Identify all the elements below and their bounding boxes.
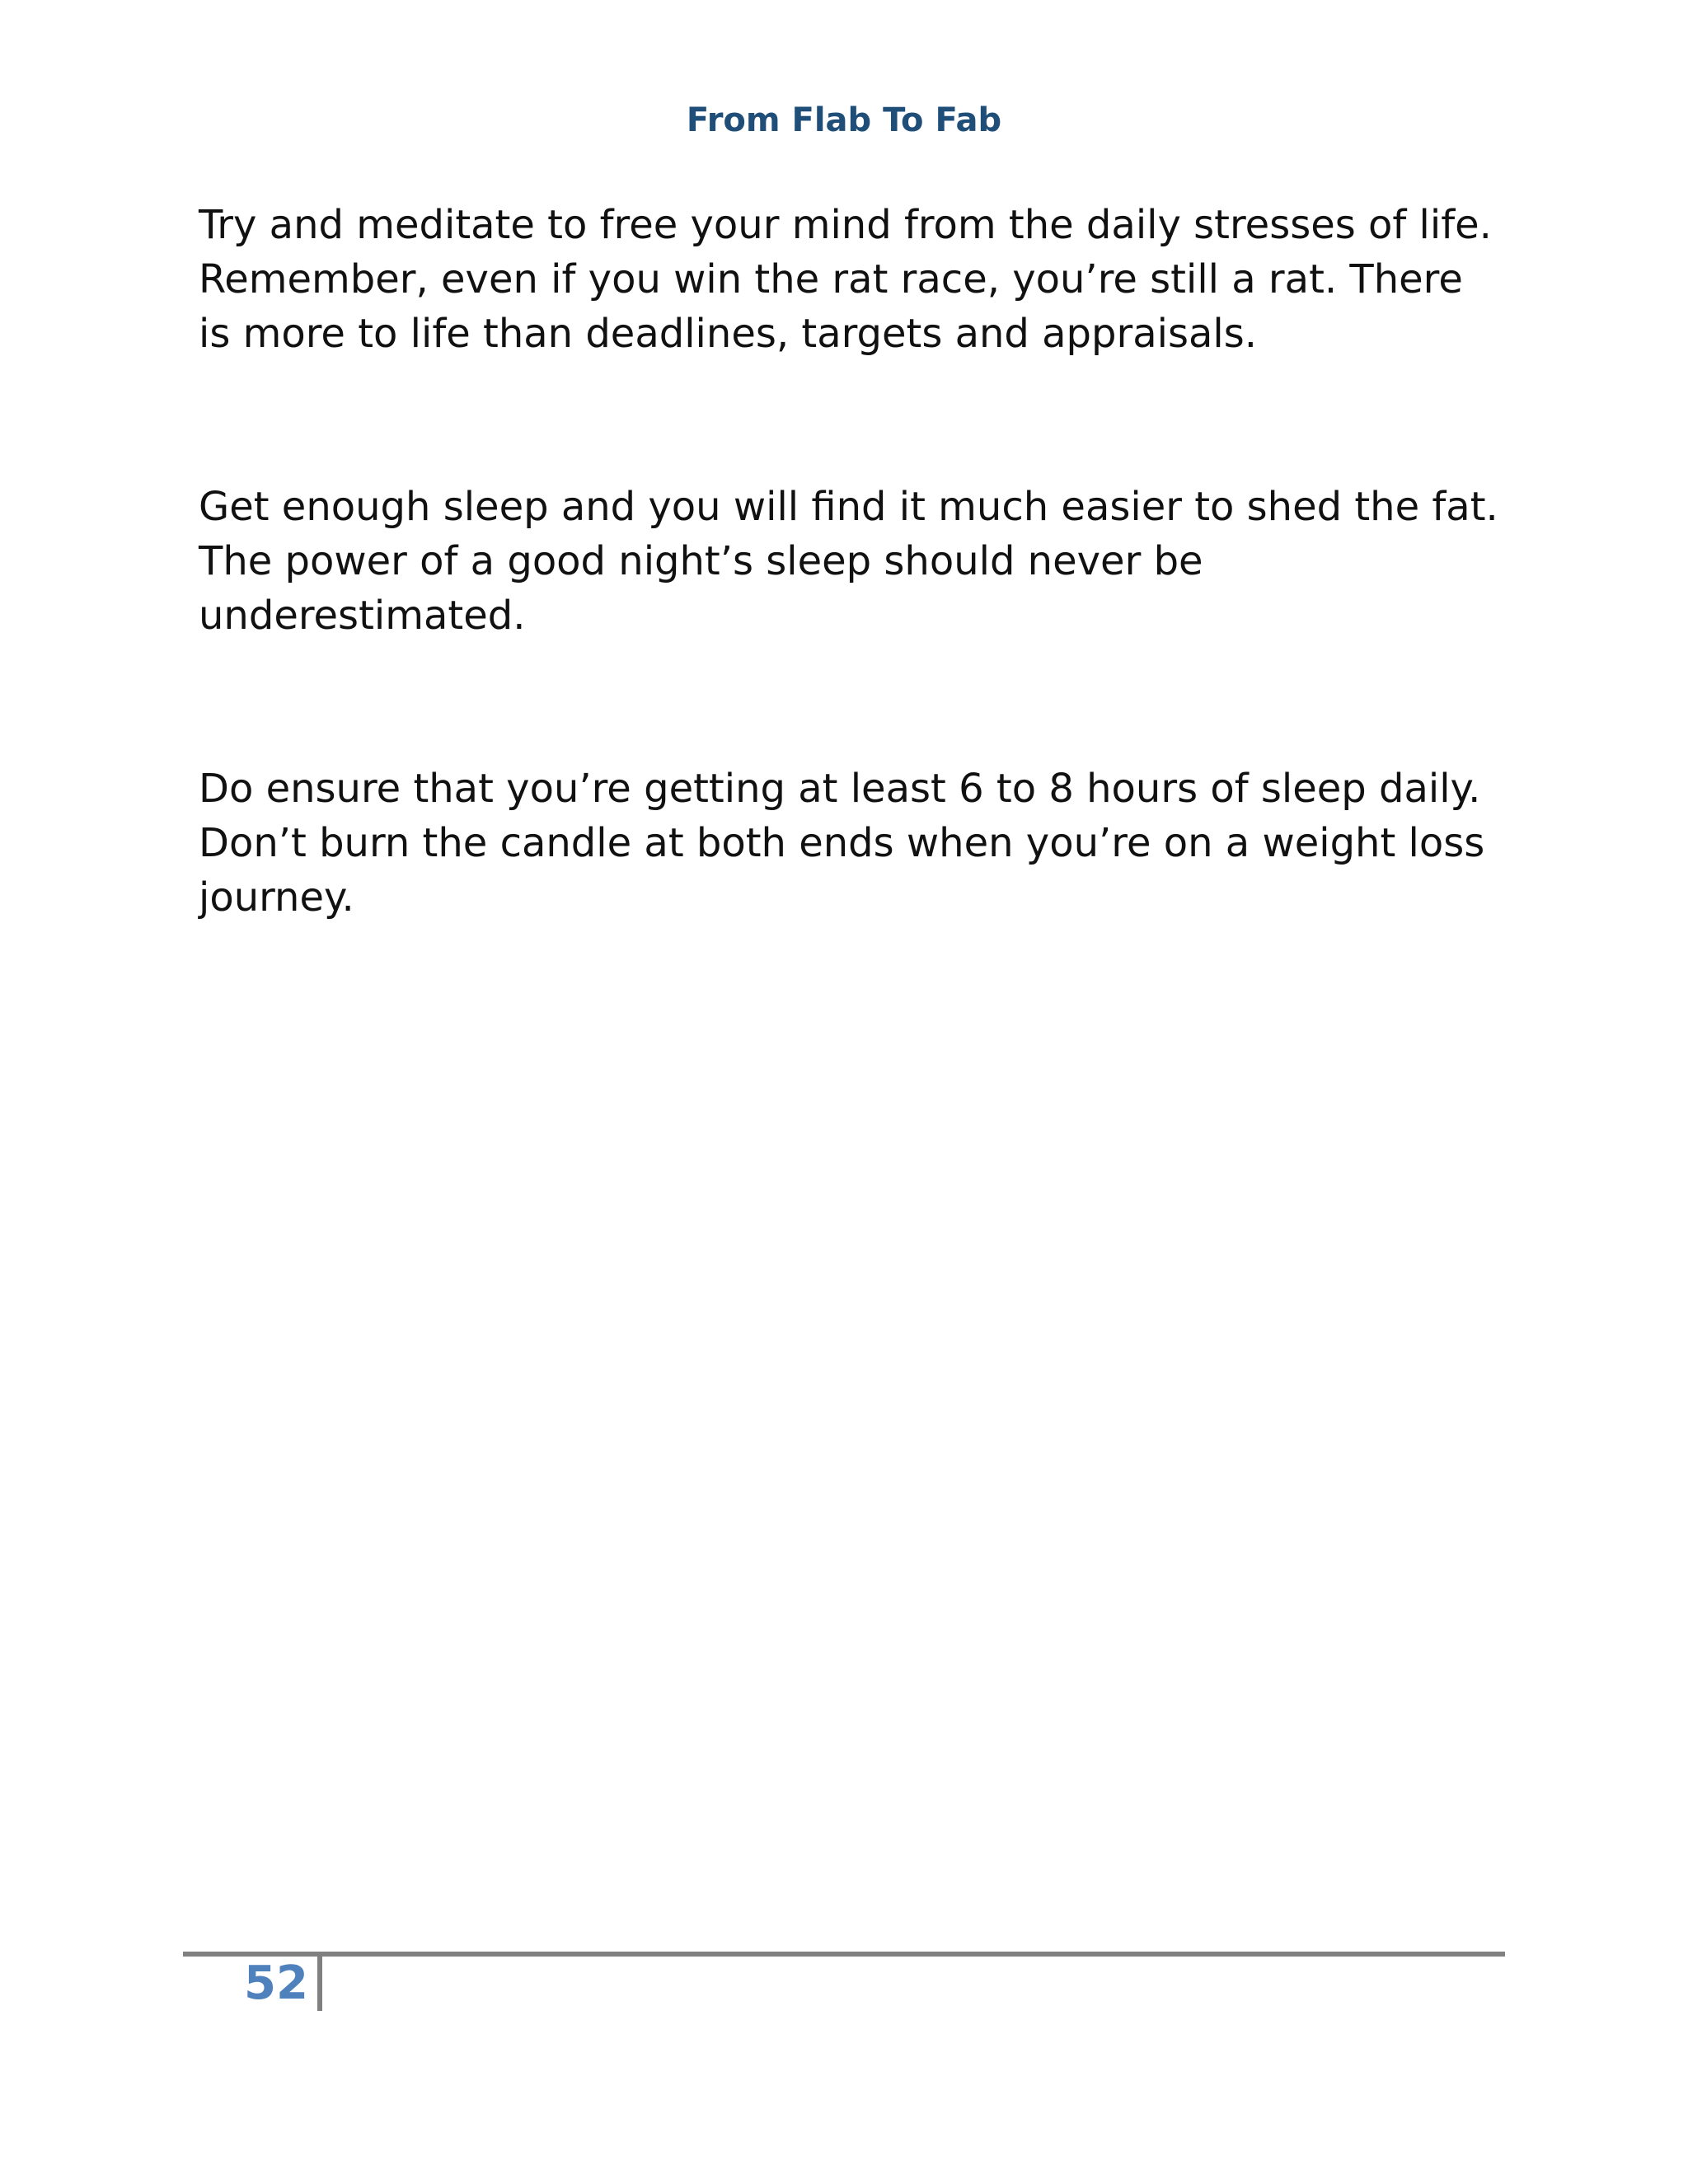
paragraph-line: is more to life than deadlines, targets and appraisals. (199, 311, 1257, 357)
paragraph-meditate (199, 198, 1509, 361)
page-number: 52 (244, 1957, 308, 2010)
paragraph-line: The power of a good night’s sleep should never be (199, 538, 1203, 584)
paragraph-line: Get enough sleep and you will find it much easier to shed the fat. (199, 484, 1498, 530)
footer-divider (317, 1957, 322, 2011)
paragraph-line: underestimated. (199, 593, 526, 639)
running-header-title: From Flab To Fab (686, 101, 1002, 139)
paragraph-line: Don’t burn the candle at both ends when you’re on a weight loss (199, 820, 1485, 866)
paragraph-line: Try and meditate to free your mind from the daily stresses of life. (199, 202, 1492, 248)
paragraph-sleep-hours (199, 762, 1509, 925)
paragraph-line: Remember, even if you win the rat race, you’re still a rat. There (199, 256, 1463, 302)
paragraph-line: journey. (199, 874, 354, 921)
paragraph-sleep (199, 480, 1509, 643)
footer-rule (183, 1952, 1505, 1957)
body-text (199, 198, 1509, 1043)
paragraph-line: Do ensure that you’re getting at least 6 to 8 hours of sleep daily. (199, 766, 1481, 812)
